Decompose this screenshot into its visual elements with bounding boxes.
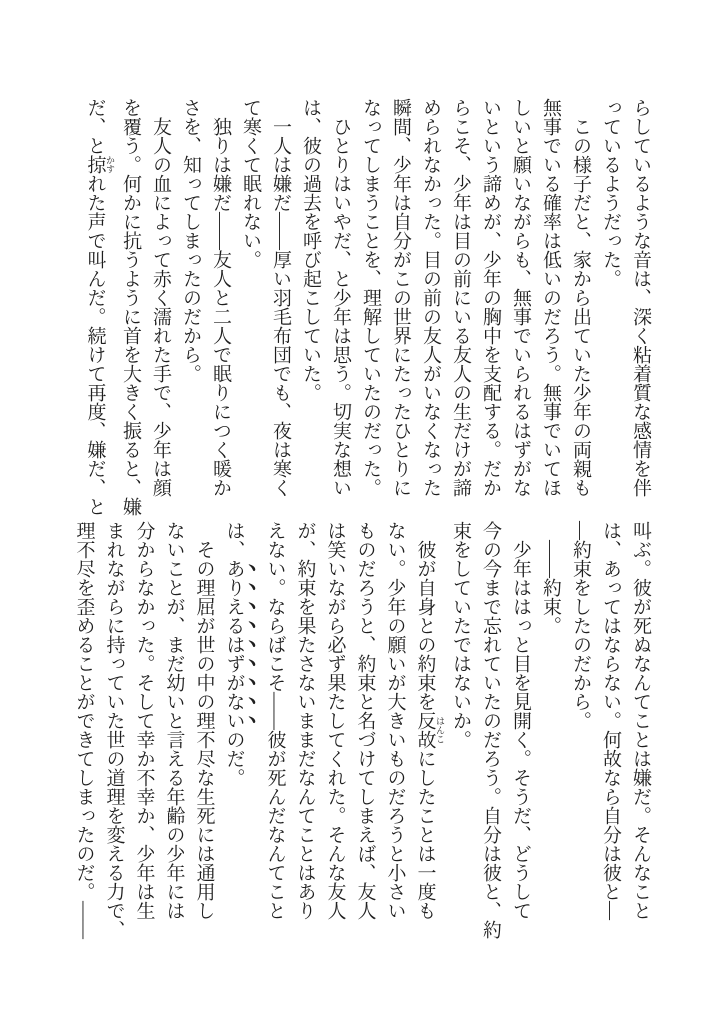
text-line xyxy=(445,521,475,939)
text-line xyxy=(535,98,565,516)
text-segment: だ、と xyxy=(84,98,106,155)
text-line xyxy=(260,521,290,939)
text-segment: は笑いながら必ず果たしてくれた。そんな友人 xyxy=(324,521,346,920)
text-line xyxy=(565,521,595,939)
furigana-text: はんこ xyxy=(435,711,445,749)
text-segment: 今の今まで忘れていたのだろう。自分は彼と、約 xyxy=(480,521,501,939)
text-line xyxy=(205,98,235,516)
text-segment: らしているような音は、深く粘着質な感情を伴 xyxy=(630,98,651,497)
text-line xyxy=(380,521,410,939)
ruby-annotated-word: 反故 はんこ xyxy=(414,711,445,749)
text-line xyxy=(410,521,446,939)
text-line xyxy=(80,98,116,516)
text-line xyxy=(445,98,475,516)
text-segment: 少年ははっと目を見開く。そうだ、どうして xyxy=(510,521,531,920)
text-segment: められなかった。目の前の友人がいなくなった xyxy=(420,98,441,497)
text-line xyxy=(219,521,260,939)
text-line xyxy=(295,98,325,516)
bottom-text-block xyxy=(69,521,656,939)
text-segment: ―約束をしたのだから。 xyxy=(570,521,591,730)
text-segment: しいと願いながらも、無事でいられるはずがな xyxy=(510,98,531,497)
text-segment: この様子だと、家から出ていた少年の両親も xyxy=(570,98,591,497)
text-line xyxy=(595,98,625,516)
text-line xyxy=(475,98,505,516)
text-line xyxy=(320,521,350,939)
text-line xyxy=(159,521,189,939)
text-line xyxy=(290,521,320,939)
text-segment: えない。ならばこそ――彼が死んだなんてこと xyxy=(264,521,286,920)
text-segment: ひとりはいやだ、と少年は思う。切実な想い xyxy=(330,98,351,497)
text-line xyxy=(625,98,655,516)
text-segment: て寒くて眠れない。 xyxy=(240,98,261,269)
text-segment: は、彼の過去を呼び起こしていた。 xyxy=(300,98,321,402)
text-segment: いという諦めが、少年の胸中を支配する。だか xyxy=(480,98,501,497)
furigana-text: かす xyxy=(105,155,115,174)
text-segment: 叫ぶ。彼が死ぬなんてことは嫌だ。そんなこと xyxy=(630,521,651,920)
text-segment: ないことが、まだ幼いと言える年齢の少年には xyxy=(163,521,185,920)
text-segment: 束をしていたではないか。 xyxy=(450,521,471,749)
text-segment: らこそ、少年は目の前にいる友人の生だけが諦 xyxy=(450,98,471,497)
text-segment: その理屈が世の中の理不尽な生死には通用し xyxy=(193,521,215,920)
text-line xyxy=(325,98,355,516)
text-segment: 彼が自身との約束を xyxy=(414,521,436,711)
text-line xyxy=(385,98,415,516)
text-line xyxy=(265,98,295,516)
text-line xyxy=(350,521,380,939)
text-segment: 分からなかった。そして幸か不幸か、少年は生 xyxy=(133,521,155,920)
text-segment: 瞬間、少年は自分がこの世界にたったひとりに xyxy=(390,98,411,497)
emphasized-text: ありえるはずがない xyxy=(223,559,245,730)
text-segment: まれながらに持っていた世の道理を変える力で、 xyxy=(103,521,125,939)
text-line xyxy=(415,98,445,516)
text-line xyxy=(535,521,565,939)
text-segment: のだ。 xyxy=(223,730,245,787)
text-line xyxy=(69,521,99,939)
text-segment: ――約束。 xyxy=(540,521,561,635)
text-segment: さを、知ってしまったのだから。 xyxy=(180,98,201,383)
text-line xyxy=(129,521,159,939)
text-line xyxy=(189,521,219,939)
text-line xyxy=(475,521,505,939)
text-line xyxy=(175,98,205,516)
text-segment: にしたことは一度も xyxy=(414,749,436,920)
text-segment: ない。少年の願いが大きいものだろうと小さい xyxy=(384,521,406,920)
text-segment: 無事でいる確率は低いのだろう。無事でいてほ xyxy=(540,98,561,497)
text-line xyxy=(115,98,145,516)
text-line xyxy=(145,98,175,516)
text-line xyxy=(99,521,129,939)
text-line xyxy=(355,98,385,516)
text-line xyxy=(505,98,535,516)
ruby-annotated-word: 掠 かす xyxy=(84,155,115,174)
text-line xyxy=(595,521,625,939)
text-segment: を覆う。何かに抗うように首を大きく振ると、嫌 xyxy=(120,98,141,516)
text-segment: なってしまうことを、理解していたのだった。 xyxy=(360,98,381,497)
text-segment: が、約束を果たさないままだなんてことはあり xyxy=(294,521,316,920)
top-text-block xyxy=(80,98,656,516)
text-segment: は、あってはならない。何故なら自分は彼と― xyxy=(600,521,621,920)
text-segment: 一人は嫌だ――厚い羽毛布団でも、夜は寒く xyxy=(270,98,291,497)
text-segment: ものだろうと、約束と名づけてしまえば、友人 xyxy=(354,521,376,920)
text-line xyxy=(625,521,655,939)
text-segment: れた声で叫んだ。続けて再度、嫌だ、と xyxy=(84,174,106,516)
text-segment: っているようだった。 xyxy=(600,98,621,288)
text-segment: は、 xyxy=(223,521,245,559)
text-segment: 友人の血によって赤く濡れた手で、少年は顔 xyxy=(150,98,171,497)
text-line xyxy=(565,98,595,516)
text-line xyxy=(235,98,265,516)
text-segment: 独りは嫌だ――友人と二人で眠りにつく暖か xyxy=(210,98,231,497)
text-segment: 理不尽を歪めることができてしまったのだ。―― xyxy=(73,521,95,939)
text-line xyxy=(505,521,535,939)
